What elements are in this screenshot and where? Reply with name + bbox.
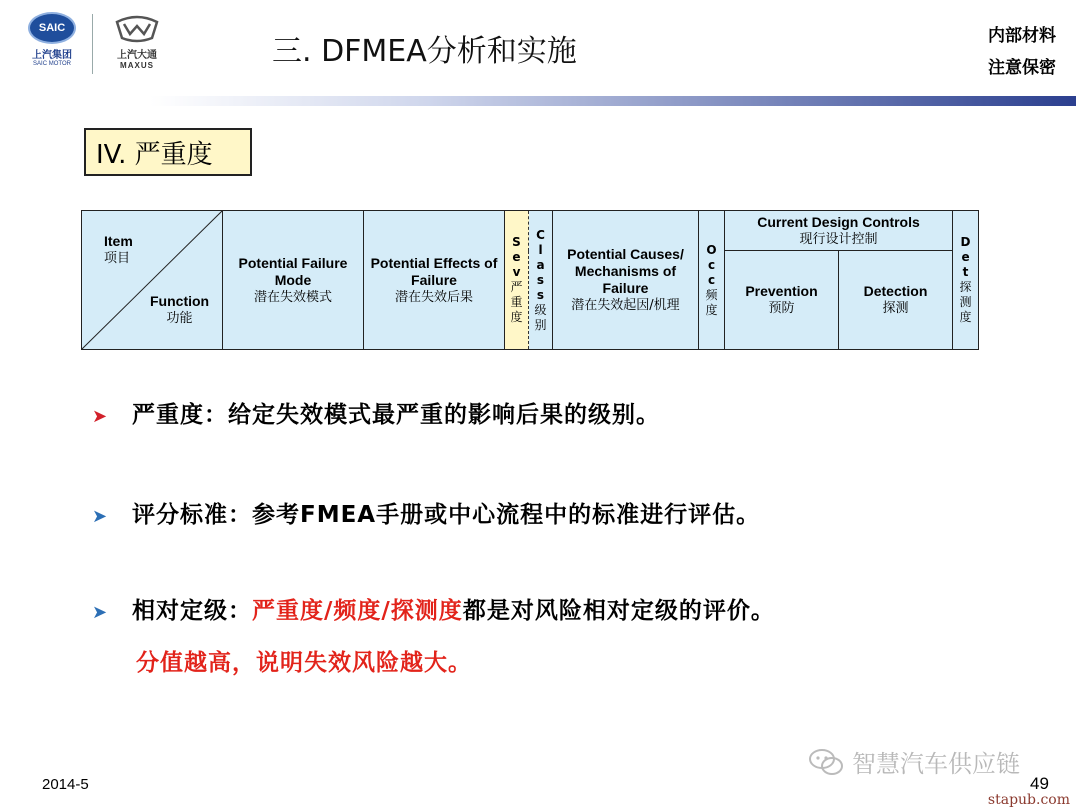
item-cn: 项目 — [104, 251, 131, 266]
bullet-severity-definition — [92, 396, 660, 429]
class-cell — [529, 211, 553, 350]
confidential-line-2: 注意保密 — [988, 58, 1056, 78]
item-en: Item — [104, 233, 133, 249]
confidential-line-1: 内部材料 — [988, 26, 1056, 46]
maxus-logo-en: MAXUS — [120, 61, 154, 70]
effects-cn: 潜在失效后果 — [394, 289, 473, 305]
occurrence-cell — [699, 211, 725, 350]
logo-divider — [92, 14, 93, 74]
function-label — [150, 293, 209, 327]
controls-en: Current Design Controls — [757, 213, 920, 230]
maxus-emblem-icon — [114, 14, 160, 44]
saic-logo — [22, 12, 82, 74]
bullet-3-line-2: 分值越高，说明失效风险越大。 — [136, 650, 472, 676]
page-title: 三. DFMEA分析和实施 — [272, 34, 577, 69]
site-watermark: stapub.com — [987, 792, 1070, 808]
bullet-2-text: 评分标准：参考FMEA手册或中心流程中的标准进行评估。 — [132, 502, 761, 528]
bullet-scoring-criteria — [92, 496, 760, 529]
failure-mode-cn: 潜在失效模式 — [253, 289, 332, 305]
page-number: 49 — [1030, 774, 1049, 793]
effects-en: Potential Effects of Failure — [370, 254, 498, 288]
bullet-3-highlight: 严重度/频度/探测度 — [252, 598, 463, 624]
controls-cn: 现行设计控制 — [799, 231, 878, 247]
failure-mode-cell — [223, 211, 364, 350]
arrow-bullet-icon: ➤ — [92, 602, 109, 623]
watermark — [808, 744, 1020, 779]
function-en: Function — [150, 293, 210, 309]
saic-logo-cn: 上汽集团 — [32, 50, 72, 61]
confidential-label — [988, 20, 1056, 84]
prevention-en: Prevention — [745, 283, 818, 299]
wechat-icon — [808, 747, 844, 777]
fmea-header-table — [81, 210, 979, 350]
saic-logo-mark: SAIC — [28, 12, 76, 44]
detection-cell — [839, 251, 953, 350]
effects-cell — [364, 211, 505, 350]
item-function-cell — [82, 211, 223, 350]
detection-rating-cell — [953, 211, 979, 350]
prevention-cell — [725, 251, 839, 350]
saic-logo-en: SAIC MOTOR — [33, 61, 71, 67]
arrow-bullet-icon: ➤ — [92, 406, 109, 427]
causes-cell — [553, 211, 699, 350]
watermark-text: 智慧汽车供应链 — [852, 750, 1020, 778]
maxus-logo — [100, 14, 174, 76]
detection-vertical-label: D e t 探 测 度 — [959, 235, 972, 324]
class-vertical-label: C l a s s 级 别 — [534, 227, 547, 332]
bullet-3-suffix: 都是对风险相对定级的评价。 — [462, 598, 775, 624]
section-heading: IV. 严重度 — [84, 128, 252, 176]
maxus-logo-cn: 上汽大通 — [117, 50, 157, 61]
bullet-3-prefix: 相对定级： — [132, 598, 252, 624]
bullet-relative-rating — [92, 592, 775, 625]
controls-cell — [725, 211, 953, 251]
header-gradient-bar — [150, 96, 1076, 106]
occurrence-vertical-label: O c c 频 度 — [705, 242, 718, 317]
detection-en: Detection — [863, 283, 928, 299]
severity-vertical-label: S e v 严 重 度 — [510, 235, 523, 324]
item-label — [104, 233, 133, 267]
causes-en: Potential Causes/ Mechanisms of Failure — [567, 246, 684, 296]
failure-mode-en: Potential Failure Mode — [238, 254, 348, 288]
arrow-bullet-icon: ➤ — [92, 506, 109, 527]
severity-cell — [505, 211, 529, 350]
prevention-cn: 预防 — [768, 301, 795, 316]
causes-cn: 潜在失效起因/机理 — [571, 298, 680, 313]
function-cn: 功能 — [166, 311, 193, 326]
bullet-1-text: 严重度：给定失效模式最严重的影响后果的级别。 — [132, 402, 660, 428]
footer-date: 2014-5 — [42, 776, 89, 793]
diagonal-line — [82, 211, 222, 349]
detection-cn: 探测 — [882, 301, 909, 316]
